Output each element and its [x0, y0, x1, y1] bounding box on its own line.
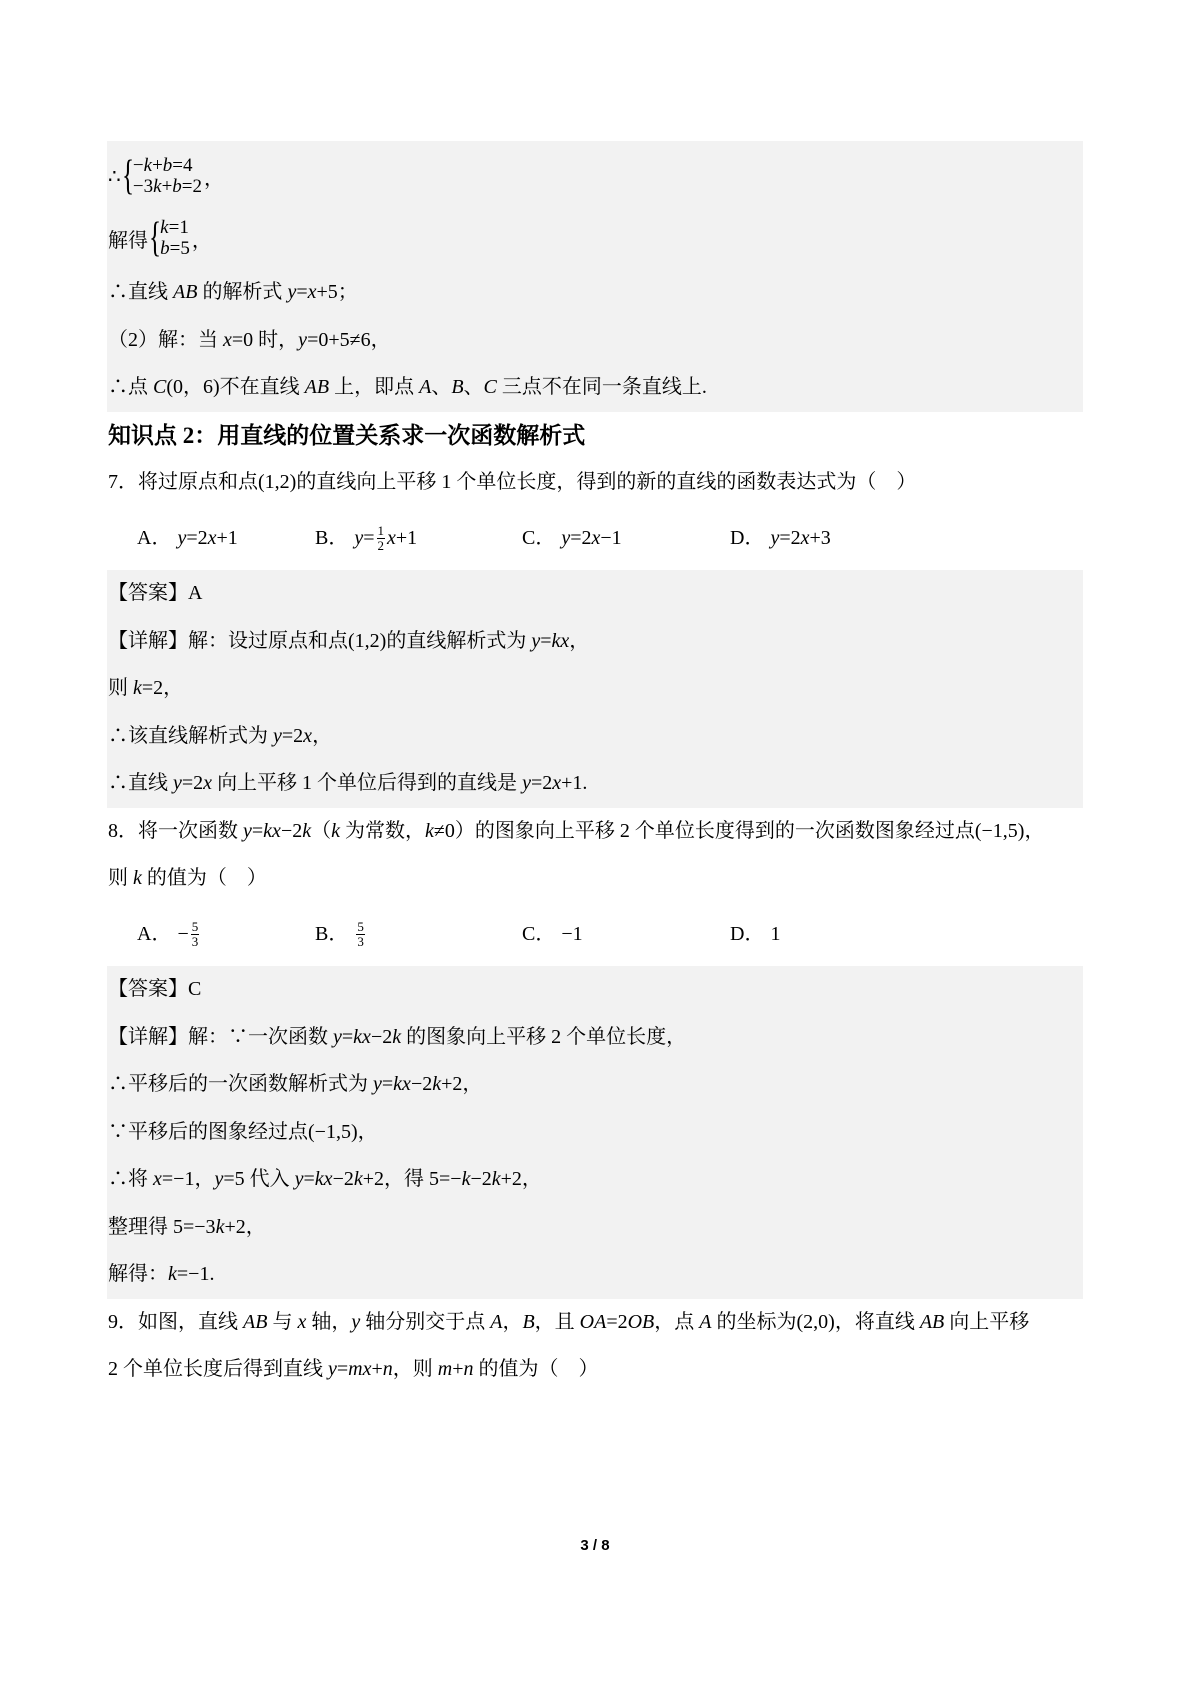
text-run: +2，: [224, 1215, 266, 1238]
option-label: C．: [522, 922, 556, 945]
text-run: 的解析式: [197, 281, 288, 303]
brace: {: [149, 215, 162, 261]
text-run: =: [540, 629, 552, 652]
text-run: =: [341, 1025, 354, 1048]
text-run: ∴将: [108, 1168, 153, 1190]
text-line: [107, 1109, 1083, 1157]
text-run: −2: [332, 1168, 354, 1190]
math-variable: y: [287, 281, 297, 303]
math-variable: k: [392, 1025, 402, 1048]
text-run: +1: [395, 526, 418, 549]
text-run: ，: [204, 167, 224, 190]
math-variable: k: [461, 1168, 471, 1190]
math-variable: A: [490, 1310, 503, 1333]
fraction-denominator: 2: [377, 538, 385, 554]
math-variable: y: [351, 1310, 361, 1333]
text-run: −2: [410, 1073, 433, 1095]
math-variable: n: [463, 1358, 474, 1380]
text-run: ，且: [534, 1310, 580, 1333]
option-3: [522, 911, 583, 959]
option-label: B．: [315, 526, 349, 549]
text-line: [107, 317, 1083, 365]
text-line: [107, 1251, 1083, 1299]
text-run: 轴分别交于点: [360, 1310, 491, 1333]
option-label: D．: [730, 526, 765, 549]
option-label: A．: [137, 526, 172, 549]
math-variable: x: [203, 772, 213, 794]
math-variable: k: [353, 1168, 363, 1190]
option-3: [522, 515, 622, 563]
text-run: −3: [132, 176, 154, 197]
math-variable: AB: [919, 1310, 945, 1333]
page-number: 3 / 8: [580, 1537, 610, 1554]
text-line: [107, 269, 1083, 317]
text-line: [107, 966, 1083, 1014]
equation-system: [107, 145, 1083, 207]
math-variable: OA: [579, 1310, 607, 1333]
text-run: =−1.: [176, 1263, 215, 1285]
math-variable: kx: [551, 629, 570, 652]
text-run: 知识点 2：用直线的位置关系求一次函数解析式: [108, 422, 586, 448]
text-run: 轴，: [306, 1310, 352, 1333]
question-block: [107, 1299, 1083, 1394]
math-variable: y: [273, 724, 282, 747]
equation: [160, 238, 190, 259]
text-run: −1: [561, 922, 583, 945]
text-run: 的值为（ ）: [141, 867, 267, 889]
text-run: 、: [431, 376, 452, 398]
math-variable: y: [243, 819, 252, 842]
text-line: [107, 364, 1083, 412]
math-variable: y: [298, 328, 308, 351]
equation: [133, 176, 202, 197]
text-run: =: [303, 1168, 315, 1190]
text-run: ，则: [392, 1358, 438, 1380]
text-run: =2: [181, 772, 204, 794]
math-variable: y: [333, 1025, 342, 1048]
math-variable: y: [770, 526, 780, 549]
text-run: =5 代入: [223, 1168, 295, 1190]
math-variable: k: [432, 1073, 442, 1095]
math-variable: x: [552, 772, 562, 794]
text-run: +: [371, 1358, 383, 1380]
question-block: [107, 808, 1083, 959]
fraction: [356, 920, 365, 949]
math-variable: kx: [263, 819, 281, 842]
text-run: 9．如图，直线: [108, 1310, 243, 1333]
text-run: −1: [600, 526, 622, 549]
text-run: 【答案】A: [108, 582, 203, 604]
math-variable: kx: [314, 1168, 333, 1190]
math-variable: y: [522, 772, 531, 794]
brace: {: [121, 153, 134, 199]
equation: [160, 217, 190, 238]
text-run: −: [177, 922, 189, 945]
text-run: 【详解】解：设过原点和点(1,2)的直线解析式为: [108, 629, 532, 652]
text-run: 为常数，: [340, 819, 425, 842]
text-run: =: [296, 281, 308, 303]
math-variable: x: [223, 328, 232, 351]
fraction: [377, 524, 386, 553]
text-run: ，: [569, 629, 590, 652]
text-run: =4: [172, 155, 193, 176]
text-run: −2: [370, 1025, 393, 1048]
option-label: C．: [522, 526, 556, 549]
text-run: 2 个单位长度后得到直线: [108, 1358, 328, 1380]
text-run: ，: [502, 1310, 523, 1333]
option-2: [315, 515, 417, 563]
equation-rows: [160, 217, 190, 259]
text-run: 【详解】解：∵一次函数: [108, 1025, 333, 1048]
math-variable: mx: [348, 1358, 372, 1380]
math-variable: x: [207, 526, 217, 549]
text-run: +1.: [561, 772, 588, 794]
option-1: [137, 911, 201, 959]
text-line: [107, 1299, 1083, 1347]
text-run: 向上平移: [944, 1310, 1030, 1333]
text-run: 7．将过原点和点(1,2)的直线向上平移 1 个单位长度，得到的新的直线的函数表达式为（ ）: [108, 471, 917, 493]
text-run: =5: [169, 238, 190, 259]
math-variable: y: [328, 1358, 337, 1380]
text-line: [107, 855, 1083, 903]
text-run: ，点: [654, 1310, 700, 1333]
option-label: B．: [315, 922, 349, 945]
text-line: [107, 1346, 1083, 1394]
text-run: =2: [181, 176, 202, 197]
text-run: 的坐标为(2,0)，将直线: [711, 1310, 920, 1333]
math-variable: b: [162, 155, 173, 176]
math-variable: y: [354, 526, 364, 549]
text-run: 与: [267, 1310, 298, 1333]
question-block: [107, 459, 1083, 562]
option-2: [315, 911, 367, 959]
text-run: ，: [312, 724, 333, 747]
text-run: ∴: [108, 165, 121, 188]
text-line: [107, 1061, 1083, 1109]
text-run: （2）解：当: [108, 328, 223, 351]
text-line: [107, 713, 1083, 761]
math-variable: y: [214, 1168, 224, 1190]
math-variable: y: [373, 1073, 382, 1095]
text-run: (0，6)不在直线: [166, 376, 305, 398]
option-4: [730, 911, 780, 959]
math-variable: AB: [304, 376, 330, 398]
math-variable: C: [483, 376, 497, 398]
text-run: 整理得 5=−3: [108, 1215, 216, 1238]
math-variable: AB: [243, 1310, 268, 1333]
math-variable: k: [331, 819, 340, 842]
text-run: ∴直线: [108, 772, 173, 794]
math-variable: k: [133, 677, 142, 699]
text-run: 解得: [108, 229, 148, 252]
text-run: =: [336, 1358, 349, 1380]
text-run: −: [132, 155, 144, 176]
math-variable: A: [419, 376, 432, 398]
text-run: +: [452, 1358, 464, 1380]
text-run: ≠0）的图象向上平移 2 个单位长度得到的一次函数图象经过点(−1,5)，: [433, 819, 1045, 842]
math-variable: A: [699, 1310, 712, 1333]
equation-system: [107, 207, 1083, 269]
text-run: 向上平移 1 个单位后得到的直线是: [212, 772, 523, 794]
text-line: [107, 760, 1083, 808]
math-variable: kx: [353, 1025, 371, 1048]
math-variable: B: [451, 376, 464, 398]
text-run: ∴直线: [108, 281, 173, 303]
text-line: [107, 618, 1083, 666]
text-run: ，: [191, 229, 212, 252]
text-run: =2: [281, 724, 304, 747]
heading-text: [107, 412, 1083, 460]
option-label: A．: [137, 922, 172, 945]
text-line: [107, 459, 1083, 507]
text-run: +2，得 5=−: [362, 1168, 462, 1190]
math-variable: x: [387, 526, 396, 549]
fraction-numerator: 5: [191, 919, 199, 935]
text-line: [107, 808, 1083, 856]
document-body: [107, 141, 1083, 1394]
text-line: [107, 1014, 1083, 1062]
text-run: +1: [216, 526, 238, 549]
text-run: 8．将一次函数: [108, 819, 243, 842]
math-variable: b: [172, 176, 182, 197]
text-run: +: [152, 155, 163, 176]
text-run: 三点不在同一条直线上.: [496, 376, 707, 398]
equation: [133, 155, 202, 176]
math-variable: kx: [393, 1073, 411, 1095]
text-run: 则: [108, 677, 133, 699]
math-variable: n: [382, 1358, 393, 1380]
text-run: +3: [809, 526, 831, 549]
text-line: [107, 665, 1083, 713]
math-variable: AB: [173, 281, 198, 303]
text-run: =2: [570, 526, 592, 549]
text-run: =2: [186, 526, 208, 549]
math-variable: y: [531, 629, 541, 652]
text-line: [107, 1156, 1083, 1204]
answer-options: [107, 515, 1083, 563]
answer-options: [107, 911, 1083, 959]
solution-block: [107, 966, 1083, 1299]
fraction-numerator: 1: [377, 523, 385, 539]
text-run: =2，: [141, 677, 184, 699]
text-line: [107, 1204, 1083, 1252]
text-run: 的图象向上平移 2 个单位长度，: [401, 1025, 687, 1048]
text-run: 解得：: [108, 1263, 168, 1285]
math-variable: k: [160, 217, 169, 238]
solution-block: [107, 570, 1083, 808]
text-run: =−1，: [161, 1168, 215, 1190]
math-variable: y: [294, 1168, 304, 1190]
text-run: 的值为（ ）: [473, 1358, 599, 1380]
text-run: =0+5≠6，: [307, 328, 391, 351]
text-run: （: [311, 819, 332, 842]
option-label: D．: [730, 922, 765, 945]
equation-rows: [133, 155, 202, 197]
option-1: [137, 515, 238, 563]
text-run: =: [363, 526, 375, 549]
heading-block: [107, 412, 1083, 460]
math-variable: x: [297, 1310, 307, 1333]
math-variable: x: [591, 526, 601, 549]
text-run: =0 时，: [231, 328, 299, 351]
math-variable: B: [522, 1310, 535, 1333]
math-variable: x: [153, 1168, 162, 1190]
text-run: +2，: [441, 1073, 483, 1095]
math-variable: b: [160, 238, 170, 259]
text-run: +5；: [316, 281, 358, 303]
option-4: [730, 515, 831, 563]
text-line: [107, 570, 1083, 618]
math-variable: y: [173, 772, 182, 794]
text-run: 、: [463, 376, 484, 398]
text-run: ∴平移后的一次函数解析式为: [108, 1073, 373, 1095]
math-variable: x: [800, 526, 810, 549]
math-variable: k: [168, 1263, 177, 1285]
math-variable: k: [153, 176, 162, 197]
text-run: +: [161, 176, 173, 197]
fraction-denominator: 3: [191, 934, 199, 950]
text-run: ∵平移后的图象经过点(−1,5)，: [108, 1120, 378, 1143]
text-run: ∴该直线解析式为: [108, 724, 273, 747]
math-variable: y: [177, 526, 187, 549]
text-run: =: [381, 1073, 394, 1095]
math-variable: k: [215, 1215, 225, 1238]
text-run: 【答案】C: [108, 978, 202, 1000]
math-variable: x: [307, 281, 317, 303]
text-run: 上，即点: [329, 376, 420, 398]
text-run: −2: [470, 1168, 492, 1190]
solution-block: [107, 141, 1083, 412]
math-variable: k: [133, 867, 142, 889]
math-variable: k: [425, 819, 434, 842]
text-run: =: [251, 819, 264, 842]
fraction: [191, 920, 200, 949]
text-run: +2，: [500, 1168, 542, 1190]
fraction-numerator: 5: [357, 919, 364, 935]
math-variable: m: [437, 1358, 453, 1380]
math-variable: k: [302, 819, 312, 842]
math-variable: C: [153, 376, 167, 398]
text-run: =2: [530, 772, 553, 794]
math-variable: k: [143, 155, 153, 176]
text-run: 则: [108, 867, 133, 889]
fraction-denominator: 3: [357, 934, 364, 950]
text-run: ∴点: [108, 376, 153, 398]
text-run: 1: [770, 922, 781, 945]
text-run: =1: [168, 217, 189, 238]
math-variable: k: [491, 1168, 501, 1190]
math-variable: y: [561, 526, 571, 549]
text-run: =2: [779, 526, 801, 549]
text-run: −2: [280, 819, 303, 842]
math-variable: x: [303, 724, 313, 747]
text-run: =2: [606, 1310, 628, 1333]
math-variable: OB: [627, 1310, 655, 1333]
